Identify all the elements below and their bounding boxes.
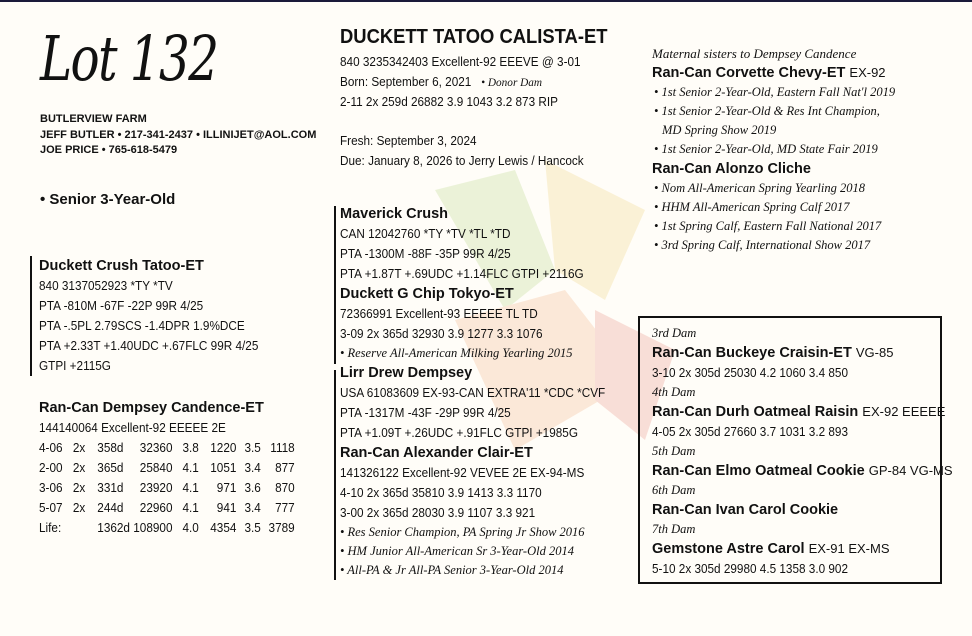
sire-line: PTA +2.33T +1.40UDC +.67FLC 99R 4/25 bbox=[39, 339, 259, 353]
dam-record-cell: 4.1 bbox=[182, 481, 199, 495]
dam-record-cell: 244d bbox=[97, 501, 124, 515]
dam-record-cell: 3.5 bbox=[244, 521, 261, 535]
sister-note: • Nom All-American Spring Yearling 2018 bbox=[654, 181, 865, 195]
class-label: • Senior 3-Year-Old bbox=[40, 191, 176, 208]
dam-record-row bbox=[39, 518, 298, 538]
pedigree-entry bbox=[340, 284, 622, 363]
dam-record-cell: 108900 bbox=[133, 521, 173, 535]
dam-id-line: 144140064 Excellent-92 EEEEE 2E bbox=[39, 421, 226, 435]
dam-score: GP-84 VG-MS bbox=[868, 463, 953, 478]
pedigree-entry bbox=[340, 204, 622, 284]
dam-record-cell bbox=[73, 518, 97, 538]
sister-score: EX-92 bbox=[849, 65, 886, 80]
dam-record: 5-10 2x 305d 29980 4.5 1358 3.0 902 bbox=[652, 562, 849, 576]
sister-name-line bbox=[652, 63, 895, 83]
contact-line-1: JEFF BUTLER • 217-341-2437 • ILLINIJET@AOL.COM bbox=[40, 128, 317, 141]
dam-label: 5th Dam bbox=[652, 444, 696, 458]
calving-info bbox=[340, 131, 599, 171]
contact-line-2: JOE PRICE • 765-618-5479 bbox=[40, 144, 178, 156]
dam-name: Ran-Can Elmo Oatmeal Cookie bbox=[652, 463, 865, 479]
dam-record-cell: 2x bbox=[72, 441, 86, 455]
sister-note: • 1st Senior 2-Year-Old, MD State Fair 2019 bbox=[654, 142, 878, 156]
sister-note: • HHM All-American Spring Calf 2017 bbox=[654, 200, 850, 214]
dam-side-bracket bbox=[334, 370, 336, 580]
main-animal-info bbox=[340, 52, 596, 112]
dam-record-cell: 4.1 bbox=[182, 501, 199, 515]
dam-record-cell: 4.0 bbox=[182, 521, 199, 535]
pedigree-line: PTA -1317M -43F -29P 99R 4/25 bbox=[340, 406, 511, 420]
dam-record-cell: 5-07 bbox=[39, 501, 63, 515]
pedigree-note: • HM Junior All-American Sr 3-Year-Old 2014 bbox=[340, 544, 574, 558]
dam-record: 3-10 2x 305d 25030 4.2 1060 3.4 850 bbox=[652, 366, 849, 380]
dam-score: VG-85 bbox=[855, 345, 894, 360]
dam-record-row bbox=[39, 498, 298, 518]
dam-label: 6th Dam bbox=[652, 483, 696, 497]
sister-note: MD Spring Show 2019 bbox=[662, 123, 777, 137]
dam-record-cell: 4.1 bbox=[182, 461, 199, 475]
pedigree-line: CAN 12042760 *TY *TV *TL *TD bbox=[340, 227, 511, 241]
dams-list bbox=[652, 324, 953, 579]
dam-record-cell: 4354 bbox=[210, 521, 237, 535]
dam-record-cell: 1220 bbox=[210, 441, 237, 455]
dam-block bbox=[39, 398, 315, 538]
sister-note: • 1st Spring Calf, Eastern Fall National 2017 bbox=[654, 219, 882, 233]
lot-title: Lot 132 bbox=[40, 22, 218, 95]
pedigree-line: 72366991 Excellent-93 EEEEE TL TD bbox=[340, 307, 538, 321]
consigner-info bbox=[40, 112, 316, 159]
pedigree-name: Maverick Crush bbox=[340, 206, 448, 222]
dam-record-cell: 25840 bbox=[139, 461, 173, 475]
dam-record-cell: 3.4 bbox=[244, 501, 261, 515]
sire-block bbox=[39, 256, 272, 376]
due-date: Due: January 8, 2026 to Jerry Lewis / Hancock bbox=[340, 154, 584, 168]
dam-record-cell: 3.8 bbox=[182, 441, 199, 455]
dam-record-cell: 2x bbox=[72, 501, 86, 515]
main-animal-name: DUCKETT TATOO CALISTA-ET bbox=[340, 26, 608, 48]
sire-line: PTA -.5PL 2.79SCS -1.4DPR 1.9%DCE bbox=[39, 319, 245, 333]
pedigree-line: USA 61083609 EX-93-CAN EXTRA'11 *CDC *CVF bbox=[340, 386, 606, 400]
dam-record-cell: 3.6 bbox=[244, 481, 261, 495]
sister-note: • 3rd Spring Calf, International Show 2017 bbox=[654, 238, 871, 252]
dam-name: Gemstone Astre Carol bbox=[652, 541, 805, 557]
dam-record-cell: 3.4 bbox=[244, 461, 261, 475]
dam-name: Ran-Can Ivan Carol Cookie bbox=[652, 502, 839, 518]
dam-record-cell: 331d bbox=[97, 481, 124, 495]
dam-record-cell: 2x bbox=[72, 481, 86, 495]
pedigree-note: • Reserve All-American Milking Yearling 2015 bbox=[340, 346, 573, 360]
dam-record-cell: 23920 bbox=[139, 481, 173, 495]
dam-records-table bbox=[39, 438, 315, 538]
dams-box bbox=[638, 316, 953, 584]
dam-record-cell: 2x bbox=[72, 461, 86, 475]
dam-record-cell: 3-06 bbox=[39, 481, 63, 495]
dam-record-cell: 22960 bbox=[139, 501, 173, 515]
dam-record-cell: 358d bbox=[97, 441, 124, 455]
pedigree-name: Lirr Drew Dempsey bbox=[340, 365, 473, 381]
pedigree-name: Duckett G Chip Tokyo-ET bbox=[340, 286, 514, 302]
dam-name-line bbox=[652, 402, 953, 422]
main-record: 2-11 2x 259d 26882 3.9 1043 3.2 873 RIP bbox=[340, 95, 558, 109]
dam-score: EX-92 EEEEE bbox=[862, 404, 946, 419]
top-border bbox=[0, 0, 972, 2]
dam-name: Ran-Can Buckeye Craisin-ET bbox=[652, 345, 852, 361]
pedigree-note: • All-PA & Jr All-PA Senior 3-Year-Old 2014 bbox=[340, 563, 564, 577]
pedigree-line: 3-00 2x 365d 28030 3.9 1107 3.3 921 bbox=[340, 506, 536, 520]
dam-label: 3rd Dam bbox=[652, 326, 697, 340]
pedigree-line: 4-10 2x 365d 35810 3.9 1413 3.3 1170 bbox=[340, 486, 542, 500]
dam-record-cell: 3.5 bbox=[244, 441, 261, 455]
dam-record-cell: 870 bbox=[275, 481, 295, 495]
dam-record-cell: 777 bbox=[275, 501, 295, 515]
sister-name: Ran-Can Alonzo Cliche bbox=[652, 161, 811, 177]
dam-label: 7th Dam bbox=[652, 522, 696, 536]
dam-record-row bbox=[39, 458, 298, 478]
pedigree-center bbox=[340, 204, 622, 580]
dam-name: Ran-Can Dempsey Candence-ET bbox=[39, 400, 264, 416]
main-reg: 840 3235342403 Excellent-92 EEEVE @ 3-01 bbox=[340, 55, 581, 69]
sire-bracket bbox=[30, 256, 32, 376]
dam-name-line bbox=[652, 539, 953, 559]
dam-record-cell: 971 bbox=[216, 481, 237, 495]
pedigree-line: 3-09 2x 365d 32930 3.9 1277 3.3 1076 bbox=[340, 327, 543, 341]
maternal-sisters bbox=[652, 44, 895, 255]
dam-name-line bbox=[652, 461, 953, 481]
dam-record-cell: 3789 bbox=[268, 521, 295, 535]
sire-name: Duckett Crush Tatoo-ET bbox=[39, 258, 204, 274]
dam-record-cell: 1362d bbox=[97, 521, 130, 535]
pedigree-note: • Res Senior Champion, PA Spring Jr Show 2016 bbox=[340, 525, 585, 539]
dam-name: Ran-Can Durh Oatmeal Raisin bbox=[652, 404, 859, 420]
sire-side-bracket bbox=[334, 206, 336, 364]
pedigree-line: 141326122 Excellent-92 VEVEE 2E EX-94-MS bbox=[340, 466, 585, 480]
pedigree-line: PTA +1.09T +.26UDC +.91FLC GTPI +1985G bbox=[340, 426, 578, 440]
fresh-date: Fresh: September 3, 2024 bbox=[340, 134, 477, 148]
dam-record-cell: 365d bbox=[97, 461, 124, 475]
pedigree-line: PTA -1300M -88F -35P 99R 4/25 bbox=[340, 247, 511, 261]
born-date: Born: September 6, 2021 bbox=[340, 75, 472, 89]
dam-record-cell: 877 bbox=[275, 461, 295, 475]
dam-record-cell: 1118 bbox=[270, 441, 295, 455]
dam-score: EX-91 EX-MS bbox=[808, 541, 890, 556]
sire-line: 840 3137052923 *TY *TV bbox=[39, 279, 173, 293]
sire-line: PTA -810M -67F -22P 99R 4/25 bbox=[39, 299, 204, 313]
pedigree-entry bbox=[340, 363, 622, 443]
dam-label: 4th Dam bbox=[652, 385, 696, 399]
pedigree-entry bbox=[340, 443, 622, 580]
pedigree-name: Ran-Can Alexander Clair-ET bbox=[340, 445, 533, 461]
dam-record-cell: Life: bbox=[39, 521, 62, 535]
dam-record-row bbox=[39, 478, 298, 498]
main-born-line bbox=[340, 72, 581, 92]
donor-dam-note: • Donor Dam bbox=[481, 75, 543, 89]
sister-name: Ran-Can Corvette Chevy-ET bbox=[652, 65, 846, 81]
sire-line: GTPI +2115G bbox=[39, 359, 111, 373]
maternal-heading: Maternal sisters to Dempsey Candence bbox=[652, 46, 857, 61]
dam-record-cell: 1051 bbox=[210, 461, 237, 475]
pedigree-line: PTA +1.87T +.69UDC +1.14FLC GTPI +2116G bbox=[340, 267, 584, 281]
dam-record-cell: 32360 bbox=[139, 441, 173, 455]
sister-note: • 1st Senior 2-Year-Old, Eastern Fall Nat'l 2019 bbox=[654, 85, 896, 99]
sister-note: • 1st Senior 2-Year-Old & Res Int Champion, bbox=[654, 104, 880, 118]
dam-record: 4-05 2x 305d 27660 3.7 1031 3.2 893 bbox=[652, 425, 849, 439]
dam-record-cell: 941 bbox=[216, 501, 237, 515]
dam-record-cell: 2-00 bbox=[39, 461, 63, 475]
dam-record-row bbox=[39, 438, 298, 458]
farm-name: BUTLERVIEW FARM bbox=[40, 113, 147, 125]
dam-name-line bbox=[652, 343, 953, 363]
dam-record-cell: 4-06 bbox=[39, 441, 63, 455]
